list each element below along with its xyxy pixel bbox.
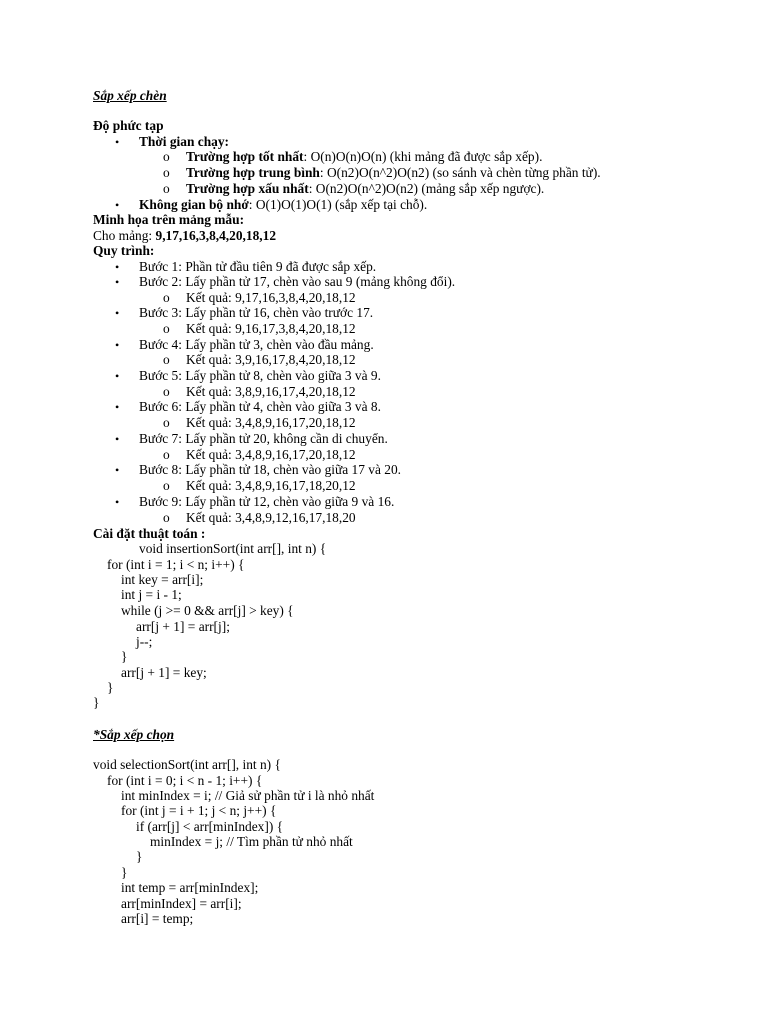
code-line: j--; — [136, 634, 153, 649]
bullet-circle: o — [163, 165, 170, 180]
case-worst — [186, 181, 544, 197]
code-line: } — [136, 849, 143, 864]
step-8-result: Kết quả: 3,4,8,9,16,17,18,20,12 — [186, 478, 356, 493]
impl-heading: Cài đặt thuật toán : — [93, 526, 206, 541]
code-line: while (j >= 0 && arr[j] > key) { — [121, 603, 294, 618]
bullet-circle: o — [163, 447, 170, 462]
code-line: minIndex = j; // Tìm phần tử nhỏ nhất — [150, 834, 353, 849]
step-7-result: Kết quả: 3,4,8,9,16,17,20,18,12 — [186, 447, 356, 462]
bullet-disc: • — [115, 198, 120, 212]
code-line: } — [107, 680, 114, 695]
code-line: } — [93, 695, 100, 710]
case-worst-text: : O(n2)O(n^2)O(n2) (mảng sắp xếp ngược). — [308, 181, 545, 196]
code-line: for (int j = i + 1; j < n; j++) { — [121, 803, 277, 818]
bullet-circle: o — [163, 149, 170, 164]
code-line: for (int i = 0; i < n - 1; i++) { — [107, 773, 263, 788]
bullet-disc: • — [115, 432, 120, 446]
bullet-disc: • — [115, 400, 120, 414]
code-line: arr[minIndex] = arr[i]; — [121, 896, 242, 911]
bullet-circle: o — [163, 290, 170, 305]
array-values: 9,17,16,3,8,4,20,18,12 — [155, 228, 277, 243]
step-8: Bước 8: Lấy phần tử 18, chèn vào giữa 17 và 20. — [139, 462, 402, 477]
process-heading: Quy trình: — [93, 243, 155, 258]
array-line — [93, 228, 276, 244]
complexity-heading: Độ phức tạp — [93, 118, 164, 133]
code-line: void insertionSort(int arr[], int n) { — [139, 541, 327, 556]
code-line: int key = arr[i]; — [121, 572, 204, 587]
bullet-circle: o — [163, 384, 170, 399]
code-line: arr[j + 1] = key; — [121, 665, 207, 680]
memory-text: : O(1)O(1)O(1) (sắp xếp tại chỗ). — [248, 197, 428, 212]
step-2: Bước 2: Lấy phần tử 17, chèn vào sau 9 (mảng không đổi). — [139, 274, 456, 289]
step-3-result: Kết quả: 9,16,17,3,8,4,20,18,12 — [186, 321, 356, 336]
step-5-result: Kết quả: 3,8,9,16,17,4,20,18,12 — [186, 384, 356, 399]
example-heading: Minh họa trên mảng mẫu: — [93, 212, 245, 227]
memory-label: Không gian bộ nhớ — [139, 197, 249, 212]
runtime-label: Thời gian chạy: — [139, 134, 230, 149]
bullet-disc: • — [115, 495, 120, 509]
bullet-disc: • — [115, 369, 120, 383]
section-title-insertion-sort: Sắp xếp chèn — [93, 88, 167, 103]
array-prefix: Cho mảng: — [93, 228, 156, 243]
bullet-disc: • — [115, 463, 120, 477]
code-line: arr[i] = temp; — [121, 911, 194, 926]
bullet-circle: o — [163, 352, 170, 367]
step-9-result: Kết quả: 3,4,8,9,12,16,17,18,20 — [186, 510, 356, 525]
bullet-circle: o — [163, 181, 170, 196]
case-average — [186, 165, 601, 181]
code-line: int j = i - 1; — [121, 587, 182, 602]
bullet-circle: o — [163, 321, 170, 336]
step-6-result: Kết quả: 3,4,8,9,16,17,20,18,12 — [186, 415, 356, 430]
case-average-label: Trường hợp trung bình — [186, 165, 320, 180]
bullet-disc: • — [115, 135, 120, 149]
case-best — [186, 149, 542, 165]
bullet-disc: • — [115, 260, 120, 274]
bullet-circle: o — [163, 415, 170, 430]
code-line: } — [121, 649, 128, 664]
step-4: Bước 4: Lấy phần tử 3, chèn vào đầu mảng. — [139, 337, 374, 352]
code-line: int minIndex = i; // Giả sử phần tử i là nhỏ nhất — [121, 788, 375, 803]
step-3: Bước 3: Lấy phần tử 16, chèn vào trước 17. — [139, 305, 374, 320]
code-line: } — [121, 865, 128, 880]
section-title-selection-sort: *Sắp xếp chọn — [93, 727, 175, 742]
code-line: arr[j + 1] = arr[j]; — [136, 619, 230, 634]
code-line: int temp = arr[minIndex]; — [121, 880, 259, 895]
bullet-disc: • — [115, 338, 120, 352]
code-line: if (arr[j] < arr[minIndex]) { — [136, 819, 284, 834]
case-worst-label: Trường hợp xấu nhất — [186, 181, 309, 196]
bullet-circle: o — [163, 478, 170, 493]
step-1: Bước 1: Phần tử đầu tiên 9 đã được sắp xếp. — [139, 259, 377, 274]
case-best-text: : O(n)O(n)O(n) (khi mảng đã được sắp xếp). — [303, 149, 543, 164]
bullet-circle: o — [163, 510, 170, 525]
step-7: Bước 7: Lấy phần tử 20, không cần di chuyển. — [139, 431, 388, 446]
step-5: Bước 5: Lấy phần tử 8, chèn vào giữa 3 và 9. — [139, 368, 381, 383]
step-4-result: Kết quả: 3,9,16,17,8,4,20,18,12 — [186, 352, 356, 367]
code-line: void selectionSort(int arr[], int n) { — [93, 757, 281, 772]
case-average-text: : O(n2)O(n^2)O(n2) (so sánh và chèn từng phần tử). — [319, 165, 601, 180]
bullet-disc: • — [115, 275, 120, 289]
code-line: for (int i = 1; i < n; i++) { — [107, 557, 245, 572]
memory-line — [139, 197, 427, 213]
case-best-label: Trường hợp tốt nhất — [186, 149, 304, 164]
step-6: Bước 6: Lấy phần tử 4, chèn vào giữa 3 và 8. — [139, 399, 381, 414]
step-2-result: Kết quả: 9,17,16,3,8,4,20,18,12 — [186, 290, 356, 305]
step-9: Bước 9: Lấy phần tử 12, chèn vào giữa 9 và 16. — [139, 494, 395, 509]
bullet-disc: • — [115, 306, 120, 320]
